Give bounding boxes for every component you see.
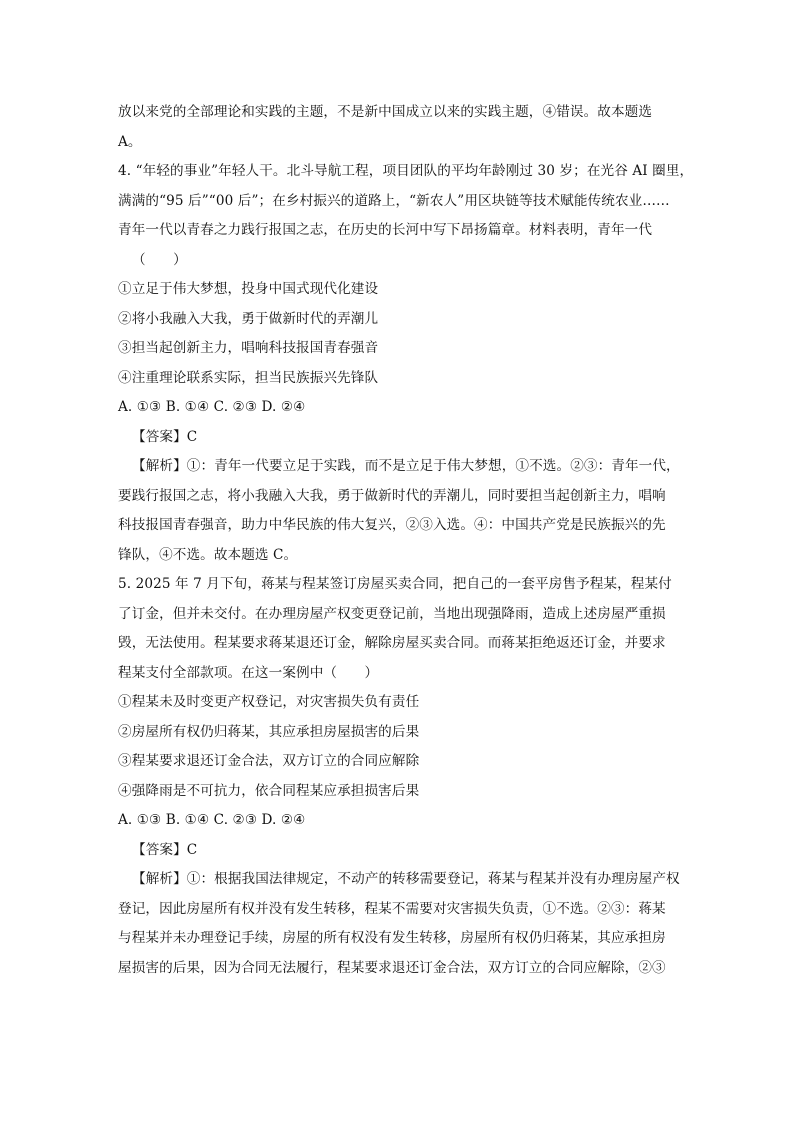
text-line: 放以来党的全部理论和实践的主题，不是新中国成立以来的实践主题，④错误。故本题选 (118, 104, 653, 120)
analysis-text: 登记，因此房屋所有权并没有发生转移，程某不需要对灾害损失负责，①不选。②③：蒋某 (118, 900, 666, 917)
option-statement: ③程某要求退还订金合法，双方订立的合同应解除 (118, 753, 420, 769)
text-line: A。 (118, 133, 142, 150)
option-statement: ④注重理论联系实际，担当民族振兴先锋队 (118, 369, 379, 386)
answer-choices: A. ①③ B. ①④ C. ②③ D. ②④ (118, 812, 306, 828)
question-4-stem: 4. “年轻的事业”年轻人干。北斗导航工程，项目团队的平均年龄刚过 30 岁；在光谷 AI 圈里， (118, 163, 694, 179)
text-line: 程某支付全部款项。在这一案例中（ ） (118, 664, 379, 681)
document-page (118, 98, 694, 983)
answer-label: 【答案】C (132, 841, 198, 858)
analysis-text: 屋损害的后果，因为合同无法履行，程某要求退还订金合法，双方订立的合同应解除，②③ (118, 959, 666, 976)
option-statement: ②房屋所有权仍归蒋某，其应承担房屋损害的后果 (118, 723, 420, 740)
answer-choices: A. ①③ B. ①④ C. ②③ D. ②④ (118, 399, 306, 415)
option-statement: ②将小我融入大我，勇于做新时代的弄潮儿 (118, 310, 379, 327)
analysis-text: 【解析】①：青年一代要立足于实践，而不是立足于伟大梦想，①不选。②③：青年一代， (132, 458, 680, 474)
text-line: 了订金，但并未交付。在办理房屋产权变更登记前，当地出现强降雨，造成上述房屋严重损 (118, 605, 666, 622)
option-statement: ①立足于伟大梦想，投身中国式现代化建设 (118, 281, 379, 297)
analysis-text: 与程某并未办理登记手续，房屋的所有权没有发生转移，房屋所有权仍归蒋某，其应承担房 (118, 930, 666, 946)
text-line: 满满的“95 后”“00 后”；在乡村振兴的道路上，“新农人”用区块链等技术赋能传统农业…… (118, 192, 670, 209)
question-5-stem: 5. 2025 年 7 月下旬，蒋某与程某签订房屋买卖合同，把自己的一套平房售予程某，程某付 (118, 576, 672, 592)
text-line: 青年一代以青春之力践行报国之志，在历史的长河中写下昂扬篇章。材料表明，青年一代 (118, 222, 653, 238)
analysis-text: 【解析】①：根据我国法律规定，不动产的转移需要登记，蒋某与程某并没有办理房屋产权 (132, 871, 680, 887)
analysis-text: 要践行报国之志，将小我融入大我，勇于做新时代的弄潮儿，同时要担当起创新主力，唱响 (118, 487, 666, 504)
analysis-text: 科技报国青春强音，助力中华民族的伟大复兴，②③入选。④：中国共产党是民族振兴的先 (118, 517, 666, 533)
answer-label: 【答案】C (132, 428, 198, 445)
option-statement: ③担当起创新主力，唱响科技报国青春强音 (118, 340, 379, 356)
option-statement: ①程某未及时变更产权登记，对灾害损失负有责任 (118, 694, 420, 710)
analysis-text: 锋队，④不选。故本题选 C。 (118, 546, 298, 563)
option-statement: ④强降雨是不可抗力，依合同程某应承担损害后果 (118, 782, 420, 799)
answer-blank: （ ） (132, 251, 187, 268)
text-line: 毁，无法使用。程某要求蒋某退还订金，解除房屋买卖合同。而蒋某拒绝返还订金，并要求 (118, 635, 666, 651)
